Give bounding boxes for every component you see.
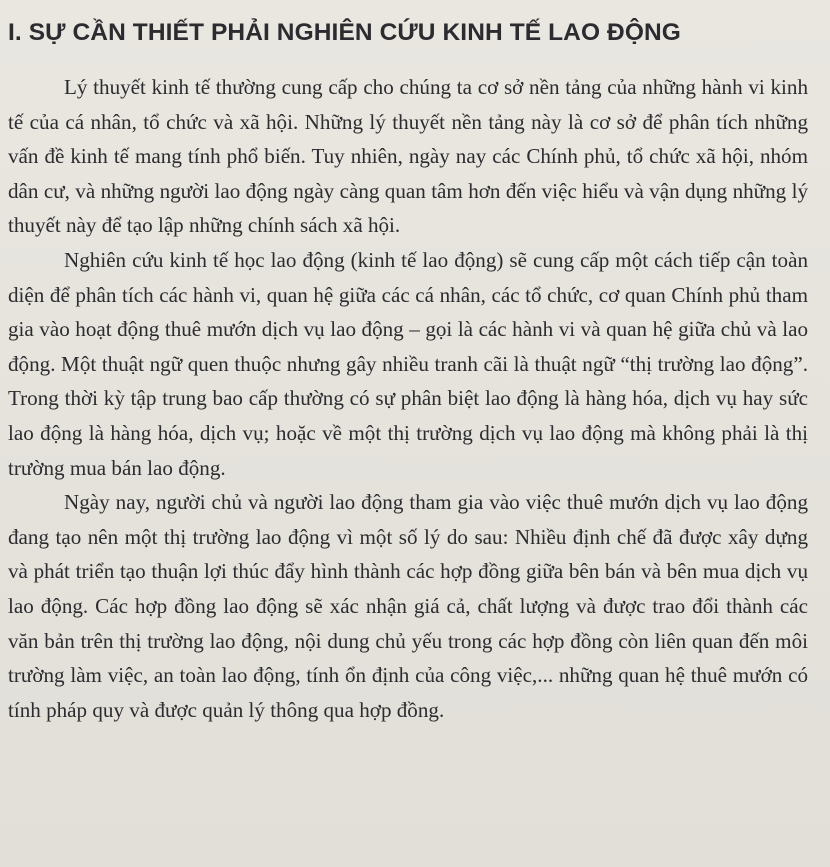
section-heading: I. SỰ CẦN THIẾT PHẢI NGHIÊN CỨU KINH TẾ LAO ĐỘNG <box>8 19 681 46</box>
paragraph-3: Ngày nay, người chủ và người lao động tham gia vào việc thuê mướn dịch vụ lao động đang tạo nên một thị trường lao động vì một số lý do sau: Nhiều định chế đã được xây dựng và phát triển tạo thuận lợi thúc đẩy hình thành các hợp đồng giữa bên bán và bên mua dịch vụ lao động. Các hợp đồng lao động sẽ xác nhận giá cả, chất lượng và được trao đổi thành các văn bản trên thị trường lao động, nội dung chủ yếu trong các hợp đồng còn liên quan đến môi trường làm việc, an toàn lao động, tính ổn định của công việc,... những quan hệ thuê mướn có tính pháp quy và được quản lý thông qua hợp đồng. <box>8 490 808 722</box>
paragraph-2: Nghiên cứu kinh tế học lao động (kinh tế lao động) sẽ cung cấp một cách tiếp cận toàn diện để phân tích các hành vi, quan hệ giữa các cá nhân, các tổ chức, cơ quan Chính phủ tham gia vào hoạt động thuê mướn dịch vụ lao động – gọi là các hành vi và quan hệ giữa chủ và lao động. Một thuật ngữ quen thuộc nhưng gây nhiều tranh cãi là thuật ngữ “thị trường lao động”. Trong thời kỳ tập trung bao cấp thường có sự phân biệt lao động là hàng hóa, dịch vụ hay sức lao động là hàng hóa, dịch vụ; hoặc về một thị trường dịch vụ lao động mà không phải là thị trường mua bán lao động. <box>8 247 808 480</box>
paragraph-1: Lý thuyết kinh tế thường cung cấp cho chúng ta cơ sở nền tảng của những hành vi kinh tế của cá nhân, tổ chức và xã hội. Những lý thuyết nền tảng này là cơ sở để phân tích những vấn đề kinh tế mang tính phổ biến. Tuy nhiên, ngày nay các Chính phủ, tổ chức xã hội, nhóm dân cư, và những người lao động ngày càng quan tâm hơn đến việc hiểu và vận dụng những lý thuyết này để tạo lập những chính sách xã hội. <box>8 75 808 238</box>
